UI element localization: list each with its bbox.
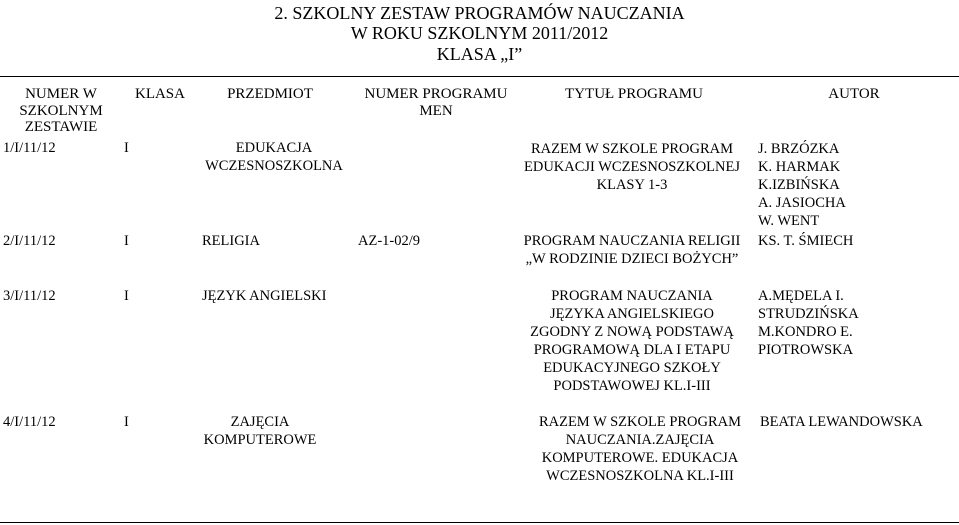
row4-przedmiot: ZAJĘCIA KOMPUTEROWE bbox=[203, 414, 317, 448]
row1-autor: J. BRZÓZKA K. HARMAK K.IZBIŃSKA A. JASIOCHA W. WENT bbox=[758, 141, 846, 229]
row3-autor: A.MĘDELA I. STRUDZIŃSKA M.KONDRO E. PIOTROWSKA bbox=[758, 288, 858, 358]
row2-numer-men: AZ-1-02/9 bbox=[358, 233, 421, 249]
row2-przedmiot: RELIGIA bbox=[202, 233, 260, 249]
row1-klasa: I bbox=[124, 140, 129, 156]
row2-numer: 2/I/11/12 bbox=[3, 233, 56, 249]
header-klasa: KLASA bbox=[134, 86, 185, 102]
header-przedmiot: PRZEDMIOT bbox=[227, 86, 313, 102]
row2-klasa: I bbox=[124, 233, 129, 249]
document-title: 2. SZKOLNY ZESTAW PROGRAMÓW NAUCZANIA bbox=[274, 3, 685, 23]
table-top-border bbox=[0, 76, 959, 77]
row1-przedmiot: EDUKACJA WCZESNOSZKOLNA bbox=[205, 140, 343, 174]
row4-tytul: RAZEM W SZKOLE PROGRAM NAUCZANIA.ZAJĘCIA KOMPUTEROWE. EDUKACJA WCZESNOSZKOLNA KL.I-III bbox=[538, 414, 742, 484]
header-numer-w-zestawie: NUMER W SZKOLNYM ZESTAWIE bbox=[19, 86, 103, 135]
header-tytul-programu: TYTUŁ PROGRAMU bbox=[565, 86, 703, 102]
row3-klasa: I bbox=[124, 288, 129, 304]
row4-numer: 4/I/11/12 bbox=[3, 414, 56, 430]
row4-klasa: I bbox=[124, 414, 129, 430]
row3-tytul: PROGRAM NAUCZANIA JĘZYKA ANGIELSKIEGO ZGODNY Z NOWĄ PODSTAWĄ PROGRAMOWĄ DLA I ETAPU EDUKACYJNEGO SZKOŁY PODSTAWOWEJ KL.I-III bbox=[530, 288, 734, 394]
header-numer-programu-men: NUMER PROGRAMU MEN bbox=[364, 86, 508, 119]
row1-tytul: RAZEM W SZKOLE PROGRAM EDUKACJI WCZESNOSZKOLNEJ KLASY 1-3 bbox=[523, 141, 741, 193]
school-year-subtitle: W ROKU SZKOLNYM 2011/2012 bbox=[350, 23, 609, 43]
row2-tytul: PROGRAM NAUCZANIA RELIGII „W RODZINIE DZIECI BOŻYCH” bbox=[523, 233, 741, 267]
row3-numer: 3/I/11/12 bbox=[3, 288, 56, 304]
table-bottom-border bbox=[0, 522, 959, 523]
class-subtitle: KLASA „I” bbox=[436, 44, 523, 64]
row1-numer: 1/I/11/12 bbox=[3, 140, 56, 156]
header-autor: AUTOR bbox=[828, 86, 880, 102]
row3-przedmiot: JĘZYK ANGIELSKI bbox=[202, 288, 327, 304]
row4-autor: BEATA LEWANDOWSKA bbox=[760, 414, 923, 430]
row2-autor: KS. T. ŚMIECH bbox=[758, 233, 854, 249]
